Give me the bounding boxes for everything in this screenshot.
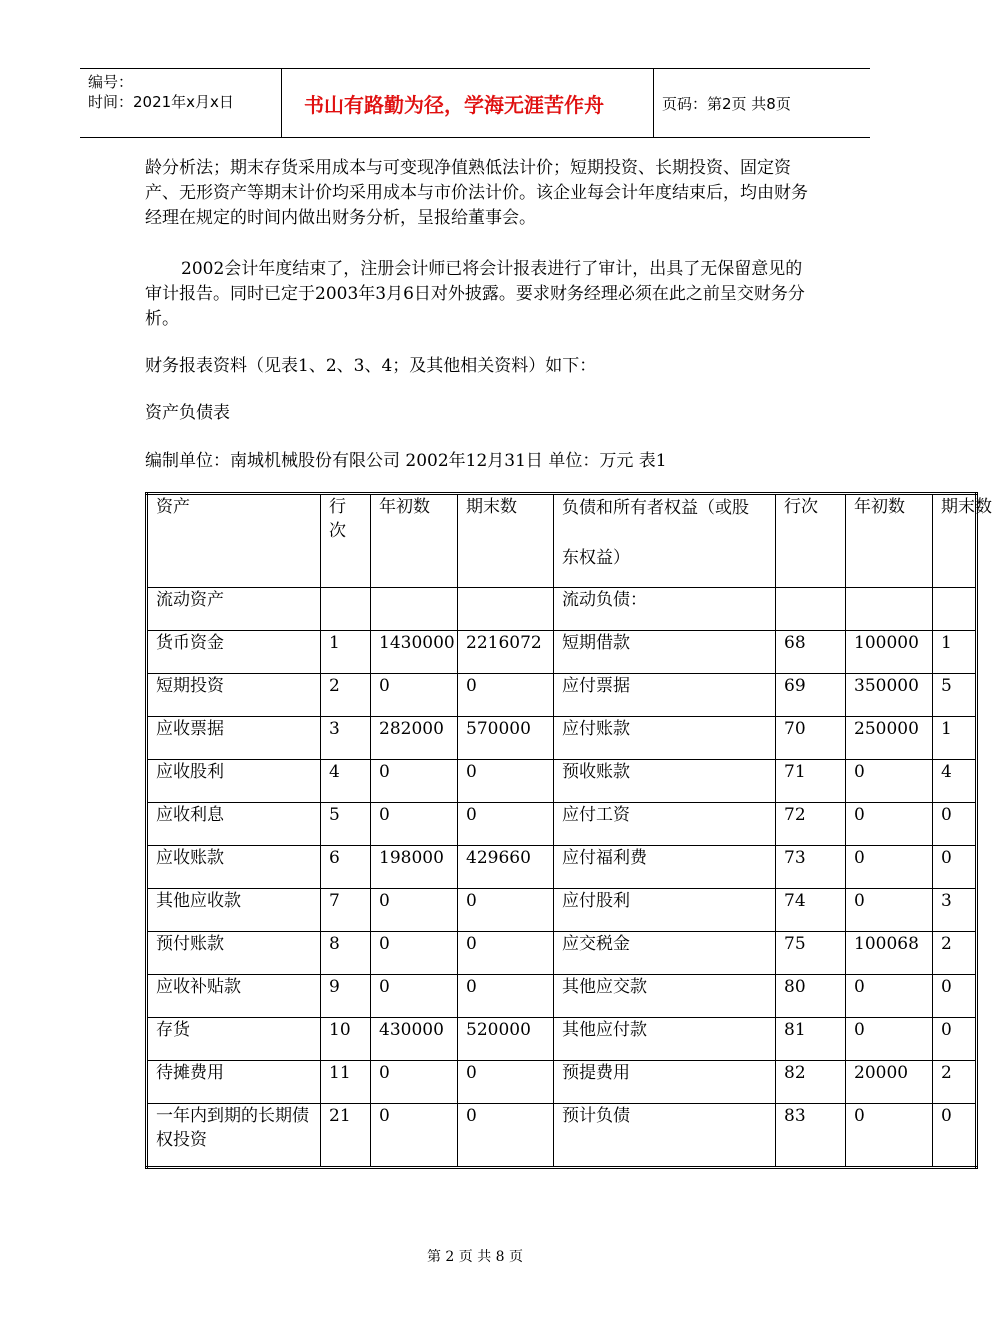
table-row — [147, 674, 977, 717]
table-cell: 5 — [321, 803, 371, 846]
balance-sheet-table — [145, 492, 992, 1169]
table-cell: 100000 — [846, 631, 933, 674]
table-cell: 11 — [321, 1061, 371, 1104]
table-cell: 应付股利 — [554, 889, 776, 932]
table-row — [147, 975, 977, 1018]
table-cell: 72 — [776, 803, 846, 846]
table-cell: 1 — [321, 631, 371, 674]
table-cell: 应收票据 — [147, 717, 321, 760]
time-label: 时间：2021年x月x日 — [88, 93, 234, 111]
table-cell: 0 — [846, 975, 933, 1018]
table-cell: 0 — [371, 674, 458, 717]
table-cell: 7 — [321, 889, 371, 932]
table-row — [147, 889, 977, 932]
table-row — [147, 760, 977, 803]
table-cell: 2 — [933, 1061, 977, 1104]
table-caption: 编制单位：南城机械股份有限公司 2002年12月31日 单位：万元 表1 — [145, 451, 667, 471]
table-cell: 0 — [458, 1104, 554, 1168]
table-cell: 应收账款 — [147, 846, 321, 889]
table-cell: 430000 — [371, 1018, 458, 1061]
table-cell: 0 — [933, 846, 977, 889]
table-row — [147, 631, 977, 674]
table-cell: 应收股利 — [147, 760, 321, 803]
table-row — [147, 717, 977, 760]
table-row — [147, 1061, 977, 1104]
table-cell: 6 — [321, 846, 371, 889]
table-cell: 其他应付款 — [554, 1018, 776, 1061]
table-cell — [458, 588, 554, 631]
table-cell: 0 — [846, 760, 933, 803]
table-cell: 1 — [933, 717, 977, 760]
table-cell: 0 — [846, 889, 933, 932]
table-cell: 0 — [458, 760, 554, 803]
header-cell: 期末数 — [458, 494, 554, 588]
table-cell: 282000 — [371, 717, 458, 760]
header-cell: 行次 — [321, 494, 371, 588]
table-cell — [846, 588, 933, 631]
paragraph-2-text: 2002会计年度结束了，注册会计师已将会计报表进行了审计，出具了无保留意见的审计报告。同时已定于2003年3月6日对外披露。要求财务经理必须在此之前呈交财务分析。 — [145, 259, 805, 329]
table-cell: 流动负债： — [554, 588, 776, 631]
table-cell — [933, 588, 977, 631]
table-cell: 一年内到期的长期债权投资 — [147, 1104, 321, 1168]
table-row — [147, 1018, 977, 1061]
table-cell: 应收利息 — [147, 803, 321, 846]
header-meta — [80, 69, 282, 137]
number-label: 编号： — [88, 73, 134, 91]
table-cell: 0 — [458, 1061, 554, 1104]
table-cell: 73 — [776, 846, 846, 889]
table-cell: 0 — [371, 760, 458, 803]
page-header — [80, 68, 870, 138]
table-header-row — [147, 494, 977, 588]
table-cell: 应付票据 — [554, 674, 776, 717]
table-cell: 0 — [458, 803, 554, 846]
table-cell: 1430000 — [371, 631, 458, 674]
table-cell: 3 — [933, 889, 977, 932]
table-cell: 预收账款 — [554, 760, 776, 803]
table-cell: 81 — [776, 1018, 846, 1061]
table-cell: 货币资金 — [147, 631, 321, 674]
header-cell: 负债和所有者权益（或股东权益） — [554, 494, 776, 588]
table-cell: 2216072 — [458, 631, 554, 674]
table-cell: 预计负债 — [554, 1104, 776, 1168]
table-row — [147, 803, 977, 846]
table-cell: 应收补贴款 — [147, 975, 321, 1018]
table-cell: 0 — [846, 1018, 933, 1061]
table-cell: 4 — [933, 760, 977, 803]
table-cell: 83 — [776, 1104, 846, 1168]
table-cell: 5 — [933, 674, 977, 717]
header-cell: 期末数 — [933, 494, 977, 588]
table-cell: 3 — [321, 717, 371, 760]
table-cell: 0 — [458, 975, 554, 1018]
table-cell: 0 — [933, 1104, 977, 1168]
table-cell: 2 — [321, 674, 371, 717]
table-cell: 0 — [846, 1104, 933, 1168]
table-cell: 0 — [371, 1061, 458, 1104]
table-cell: 350000 — [846, 674, 933, 717]
table-cell: 0 — [458, 932, 554, 975]
page-footer: 第 2 页 共 8 页 — [426, 1249, 524, 1265]
table-cell: 0 — [846, 846, 933, 889]
table-cell: 应付账款 — [554, 717, 776, 760]
table-cell: 70 — [776, 717, 846, 760]
header-cell: 年初数 — [846, 494, 933, 588]
table-cell: 应付工资 — [554, 803, 776, 846]
table-cell: 0 — [371, 803, 458, 846]
table-row — [147, 932, 977, 975]
table-cell: 短期投资 — [147, 674, 321, 717]
table-cell: 待摊费用 — [147, 1061, 321, 1104]
table-cell: 80 — [776, 975, 846, 1018]
table-cell: 0 — [933, 1018, 977, 1061]
table-cell: 9 — [321, 975, 371, 1018]
table-cell: 其他应收款 — [147, 889, 321, 932]
table-cell: 69 — [776, 674, 846, 717]
table-cell: 21 — [321, 1104, 371, 1168]
table-cell: 预提费用 — [554, 1061, 776, 1104]
table-row — [147, 1104, 977, 1168]
table-cell: 570000 — [458, 717, 554, 760]
table-cell: 1 — [933, 631, 977, 674]
table-cell — [321, 588, 371, 631]
table-cell: 0 — [458, 674, 554, 717]
table-cell — [776, 588, 846, 631]
table-cell: 应付福利费 — [554, 846, 776, 889]
header-page-info: 页码：第2页 共8页 — [662, 94, 791, 113]
table-title: 资产负债表 — [145, 403, 230, 423]
table-cell: 0 — [933, 975, 977, 1018]
table-cell: 74 — [776, 889, 846, 932]
header-cell: 年初数 — [371, 494, 458, 588]
table-cell: 68 — [776, 631, 846, 674]
table-row — [147, 846, 977, 889]
table-cell: 75 — [776, 932, 846, 975]
table-cell: 82 — [776, 1061, 846, 1104]
paragraph-2 — [145, 257, 815, 332]
table-cell: 100068 — [846, 932, 933, 975]
table-cell: 预付账款 — [147, 932, 321, 975]
table-cell: 0 — [371, 889, 458, 932]
table-cell: 短期借款 — [554, 631, 776, 674]
table-cell: 4 — [321, 760, 371, 803]
table-cell: 10 — [321, 1018, 371, 1061]
header-motto: 书山有路勤为径，学海无涯苦作舟 — [282, 69, 654, 137]
table-cell: 0 — [846, 803, 933, 846]
table-cell: 520000 — [458, 1018, 554, 1061]
table-cell: 250000 — [846, 717, 933, 760]
table-cell: 其他应交款 — [554, 975, 776, 1018]
paragraph-3: 财务报表资料（见表1、2、3、4；及其他相关资料）如下： — [145, 356, 597, 376]
table-cell: 0 — [933, 803, 977, 846]
paragraph-1: 龄分析法；期末存货采用成本与可变现净值熟低法计价；短期投资、长期投资、固定资产、无形资产等期末计价均采用成本与市价法计价。该企业每会计年度结束后，均由财务经理在规定的时间内做出财务分析，呈报给董事会。 — [145, 158, 808, 228]
table-cell: 0 — [458, 889, 554, 932]
table-cell: 8 — [321, 932, 371, 975]
table-cell: 198000 — [371, 846, 458, 889]
table-cell: 0 — [371, 975, 458, 1018]
table-row — [147, 588, 977, 631]
table-cell: 429660 — [458, 846, 554, 889]
table-cell: 应交税金 — [554, 932, 776, 975]
table-cell: 2 — [933, 932, 977, 975]
table-cell: 流动资产 — [147, 588, 321, 631]
table-cell: 20000 — [846, 1061, 933, 1104]
table-cell: 存货 — [147, 1018, 321, 1061]
header-cell: 资产 — [147, 494, 321, 588]
table-cell: 71 — [776, 760, 846, 803]
header-cell: 行次 — [776, 494, 846, 588]
table-cell: 0 — [371, 932, 458, 975]
table-cell: 0 — [371, 1104, 458, 1168]
table-cell — [371, 588, 458, 631]
